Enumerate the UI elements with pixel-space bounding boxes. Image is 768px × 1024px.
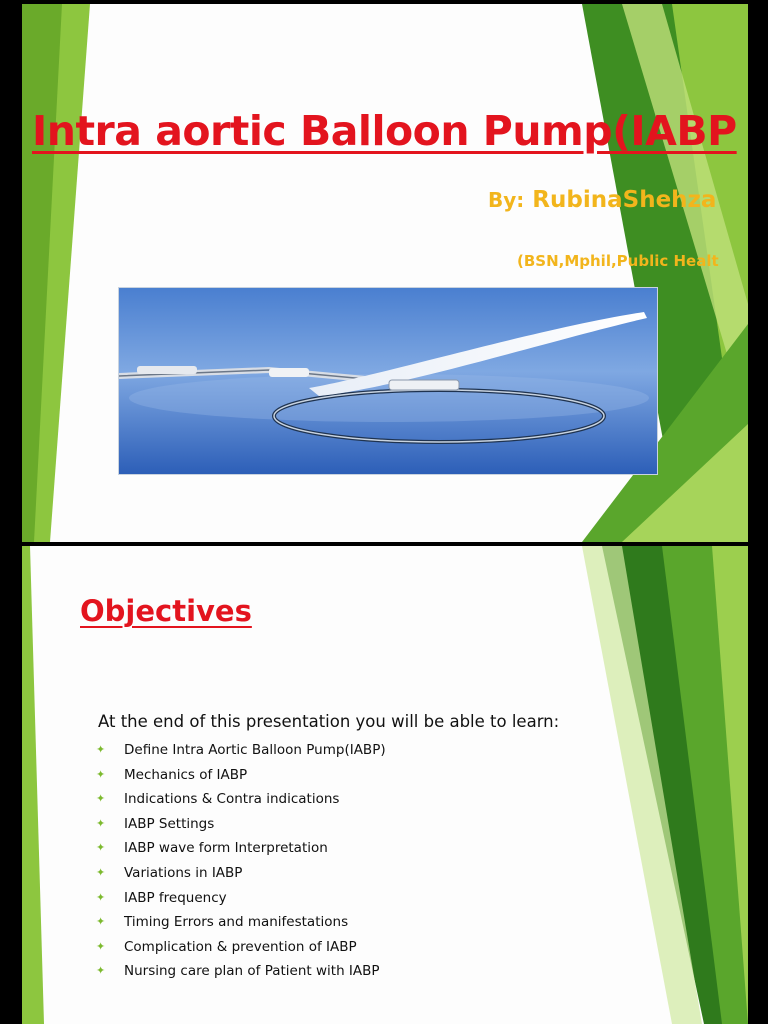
objective-text: IABP Settings xyxy=(124,815,215,832)
star-bullet-icon: ✦ xyxy=(96,939,106,953)
objectives-list xyxy=(96,738,386,984)
objective-text: Variations in IABP xyxy=(124,864,243,881)
star-bullet-icon: ✦ xyxy=(96,890,106,904)
star-bullet-icon: ✦ xyxy=(96,767,106,781)
objective-item xyxy=(96,763,386,788)
iabp-catheter-image xyxy=(118,287,658,475)
objective-item xyxy=(96,836,386,861)
star-bullet-icon: ✦ xyxy=(96,964,106,978)
objective-item xyxy=(96,812,386,837)
by-label: By: xyxy=(488,188,525,212)
objective-item xyxy=(96,910,386,935)
objective-text: Nursing care plan of Patient with IABP xyxy=(124,963,380,980)
author-credentials: (BSN,Mphil,Public Healt xyxy=(517,252,719,270)
presentation-title: Intra aortic Balloon Pump(IABP xyxy=(32,107,737,155)
star-bullet-icon: ✦ xyxy=(96,841,106,855)
star-bullet-icon: ✦ xyxy=(96,816,106,830)
objectives-intro: At the end of this presentation you will be able to learn: xyxy=(98,712,560,731)
objectives-heading: Objectives xyxy=(80,594,252,628)
star-bullet-icon: ✦ xyxy=(96,865,106,879)
objective-text: Complication & prevention of IABP xyxy=(124,938,357,955)
objective-text: Mechanics of IABP xyxy=(124,766,248,783)
author-line xyxy=(488,187,716,213)
objective-text: Timing Errors and manifestations xyxy=(124,914,349,931)
author-name: RubinaShehza xyxy=(532,187,717,213)
objective-item xyxy=(96,886,386,911)
star-bullet-icon: ✦ xyxy=(96,792,106,806)
star-bullet-icon: ✦ xyxy=(96,743,106,756)
objective-text: Indications & Contra indications xyxy=(124,791,340,808)
objective-item xyxy=(96,738,386,763)
objective-text: Define Intra Aortic Balloon Pump(IABP) xyxy=(124,742,386,758)
objective-item xyxy=(96,935,386,960)
title-slide xyxy=(22,4,748,542)
objective-item xyxy=(96,787,386,812)
objective-item xyxy=(96,959,386,984)
objective-item xyxy=(96,861,386,886)
objectives-slide xyxy=(22,546,748,1024)
objective-text: IABP frequency xyxy=(124,889,227,906)
objective-text: IABP wave form Interpretation xyxy=(124,840,328,857)
star-bullet-icon: ✦ xyxy=(96,915,106,929)
